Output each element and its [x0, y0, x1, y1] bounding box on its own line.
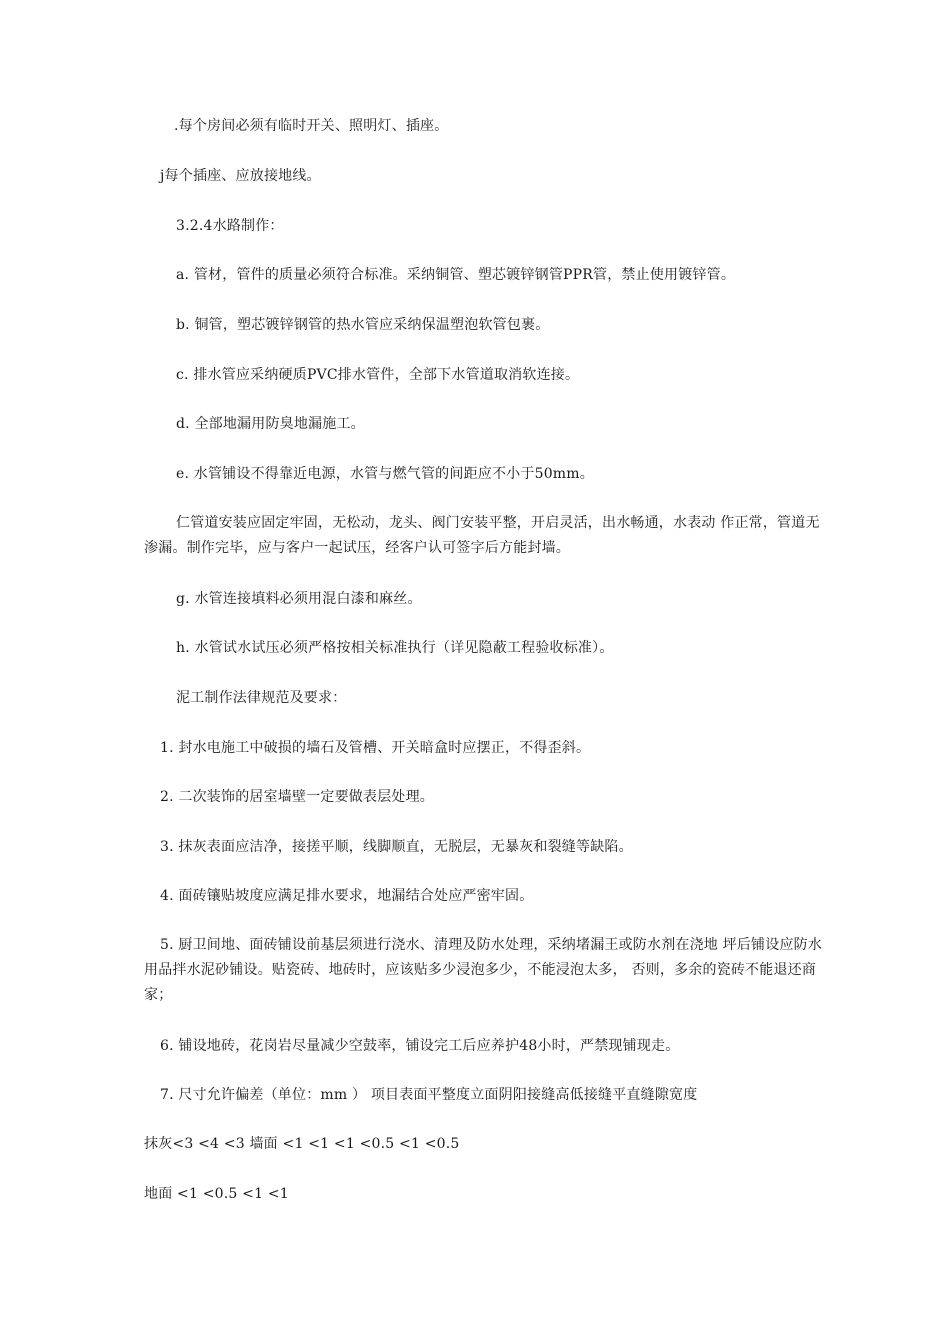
- paragraph-item-g: g. 水管连接填料必须用混白漆和麻丝。: [176, 591, 422, 607]
- paragraph-masonry-3: 3. 抹灰表面应洁净，接搓平顺，线脚顺直，无脱层，无暴灰和裂缝等缺陷。: [160, 839, 633, 855]
- paragraph-item-f: 仁管道安装应固定牢固，无松动，龙头、阀门安装平整，开启灵活，出水畅通，水表动 作正常，管道无渗漏。制作完毕，应与客户一起试压，经客户认可签字后方能封墙。: [144, 515, 820, 556]
- tolerance-row-floor: 地面 <1 <0.5 <1 <1: [144, 1186, 289, 1202]
- paragraph-masonry-5: 5. 厨卫间地、面砖铺设前基层须进行浇水、清理及防水处理，采纳堵漏王或防水剂在浇地 坪后铺设应防水用品拌水泥砂铺设。贴瓷砖、地砖时，应该贴多少浸泡多少，不能浸泡太多， 否则，多余的瓷砖不能退还商家；: [144, 937, 823, 1003]
- paragraph-item-e: e. 水管铺设不得靠近电源，水管与燃气管的间距应不小于50mm。: [176, 466, 594, 482]
- paragraph-masonry-2: 2. 二次装饰的居室墙壁一定要做表层处理。: [160, 789, 435, 805]
- paragraph-room-switches: .每个房间必须有临时开关、照明灯、插座。: [174, 118, 449, 134]
- paragraph-socket-ground: j每个插座、应放接地线。: [160, 168, 321, 184]
- section-heading-masonry: 泥工制作法律规范及要求：: [176, 690, 347, 706]
- paragraph-item-b: b. 铜管，塑芯镀锌钢管的热水管应采纳保温塑泡软管包裹。: [176, 317, 550, 333]
- paragraph-item-c: c. 排水管应采纳硬质PVC排水管件，全部下水管道取消软连接。: [176, 367, 580, 383]
- paragraph-item-h: h. 水管试水试压必须严格按相关标准执行（详见隐蔽工程验收标准）。: [176, 640, 614, 656]
- paragraph-masonry-1: 1. 封水电施工中破损的墙石及管槽、开关暗盒时应摆正，不得歪斜。: [160, 740, 591, 756]
- paragraph-item-d: d. 全部地漏用防臭地漏施工。: [176, 416, 365, 432]
- paragraph-masonry-7: 7. 尺寸允许偏差（单位：mm ） 项目表面平整度立面阴阳接缝高低接缝平直缝隙宽度: [160, 1087, 698, 1103]
- paragraph-item-a: a. 管材，管件的质量必须符合标准。采纳铜管、塑芯镀锌钢管PPR管，禁止使用镀锌管。: [176, 267, 736, 283]
- section-heading-plumbing: 3.2.4水路制作：: [176, 218, 284, 234]
- tolerance-row-plaster: 抹灰<3 <4 <3 墙面 <1 <1 <1 <0.5 <1 <0.5: [144, 1136, 460, 1152]
- paragraph-masonry-4: 4. 面砖镶贴坡度应满足排水要求，地漏结合处应严密牢固。: [160, 888, 534, 904]
- paragraph-masonry-6: 6. 铺设地砖，花岗岩尽量减少空鼓率，铺设完工后应养护48小时，严禁现铺现走。: [160, 1038, 680, 1054]
